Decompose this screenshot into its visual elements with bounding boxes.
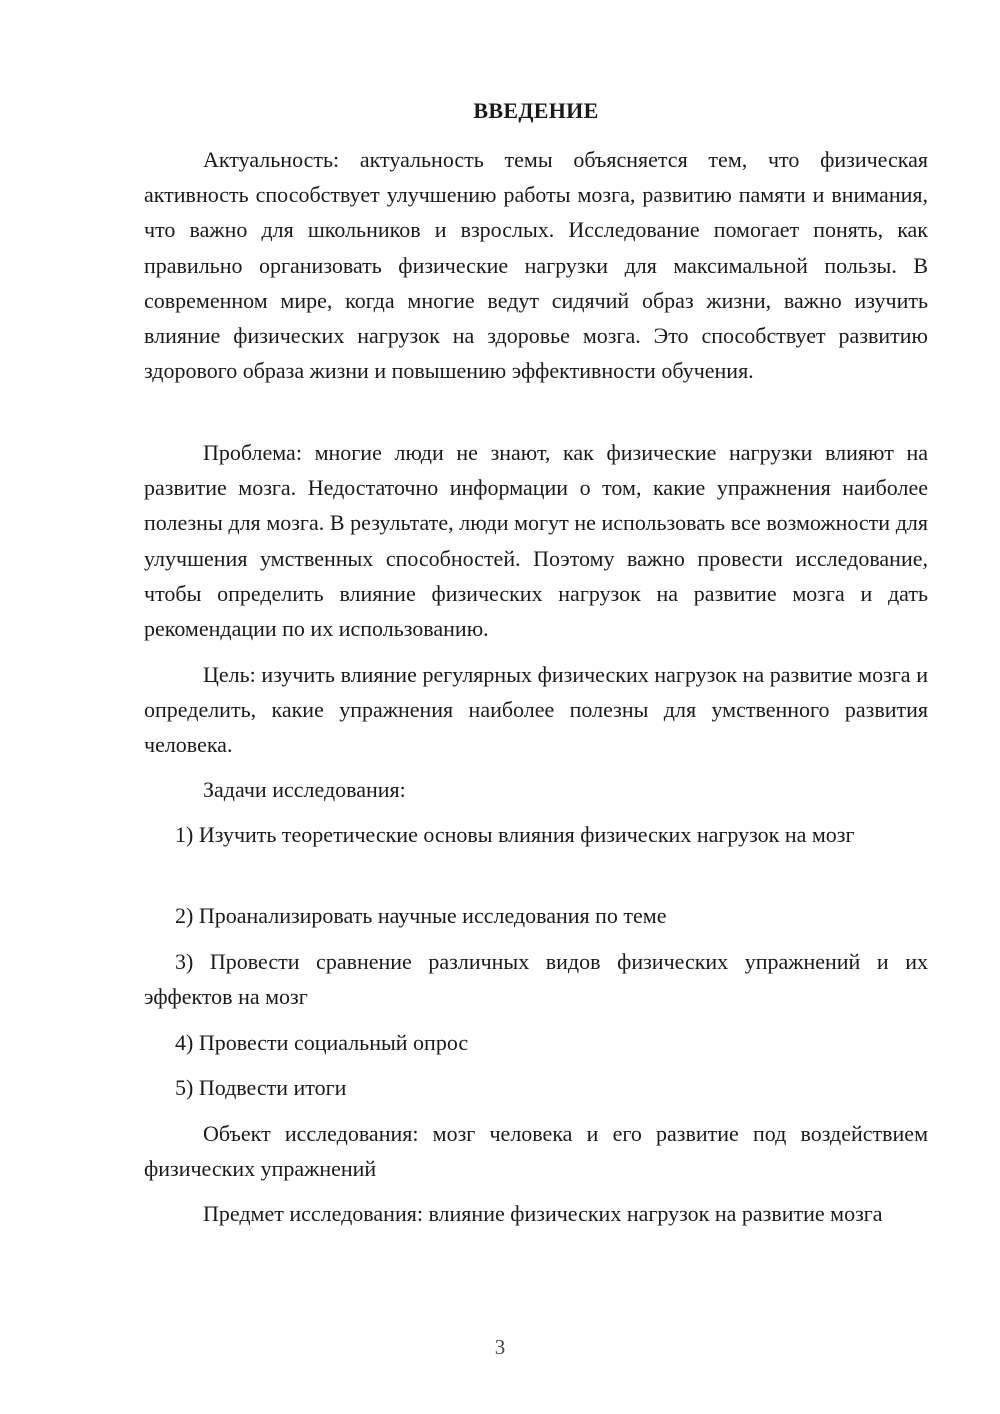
- task-item-4: 4) Провести социальный опрос: [175, 1030, 469, 1055]
- task-item-5: 5) Подвести итоги: [175, 1075, 347, 1100]
- paragraph-object: Объект исследования: мозг человека и его развитие под воздействием физических упражнений: [144, 1121, 928, 1182]
- paragraph-tasks-heading: Задачи исследования:: [203, 777, 406, 802]
- paragraph-relevance: Актуальность: актуальность темы объясняется тем, что физическая активность способствует улучшению работы мозга, развитию памяти и внимания, что важно для школьников и взрослых. Исследование помогает понять, как правильно организовать физические нагрузки для максимальной пользы. В современном мире, когда многие ведут сидячий образ жизни, важно изучить влияние физических нагрузок на здоровье мозга. Это способствует развитию здорового образа жизни и повышению эффективности обучения.: [144, 147, 928, 384]
- task-item-1: 1) Изучить теоретические основы влияния физических нагрузок на мозг: [175, 822, 855, 847]
- task-item-3: 3) Провести сравнение различных видов физических упражнений и их эффектов на мозг: [144, 949, 928, 1010]
- page-number: 3: [494, 1335, 506, 1359]
- paragraph-problem: Проблема: многие люди не знают, как физические нагрузки влияют на развитие мозга. Недостаточно информации о том, какие упражнения наиболее полезны для мозга. В результате, люди могут не использовать все возможности для улучшения умственных способностей. Поэтому важно провести исследование, чтобы определить влияние физических нагрузок на развитие мозга и дать рекомендации по их использованию.: [144, 440, 928, 642]
- page-title: ВВЕДЕНИЕ: [473, 98, 599, 123]
- paragraph-subject: Предмет исследования: влияние физических нагрузок на развитие мозга: [203, 1201, 883, 1226]
- paragraph-goal: Цель: изучить влияние регулярных физических нагрузок на развитие мозга и определить, какие упражнения наиболее полезны для умственного развития человека.: [144, 662, 928, 758]
- task-item-2: 2) Проанализировать научные исследования по теме: [175, 903, 667, 928]
